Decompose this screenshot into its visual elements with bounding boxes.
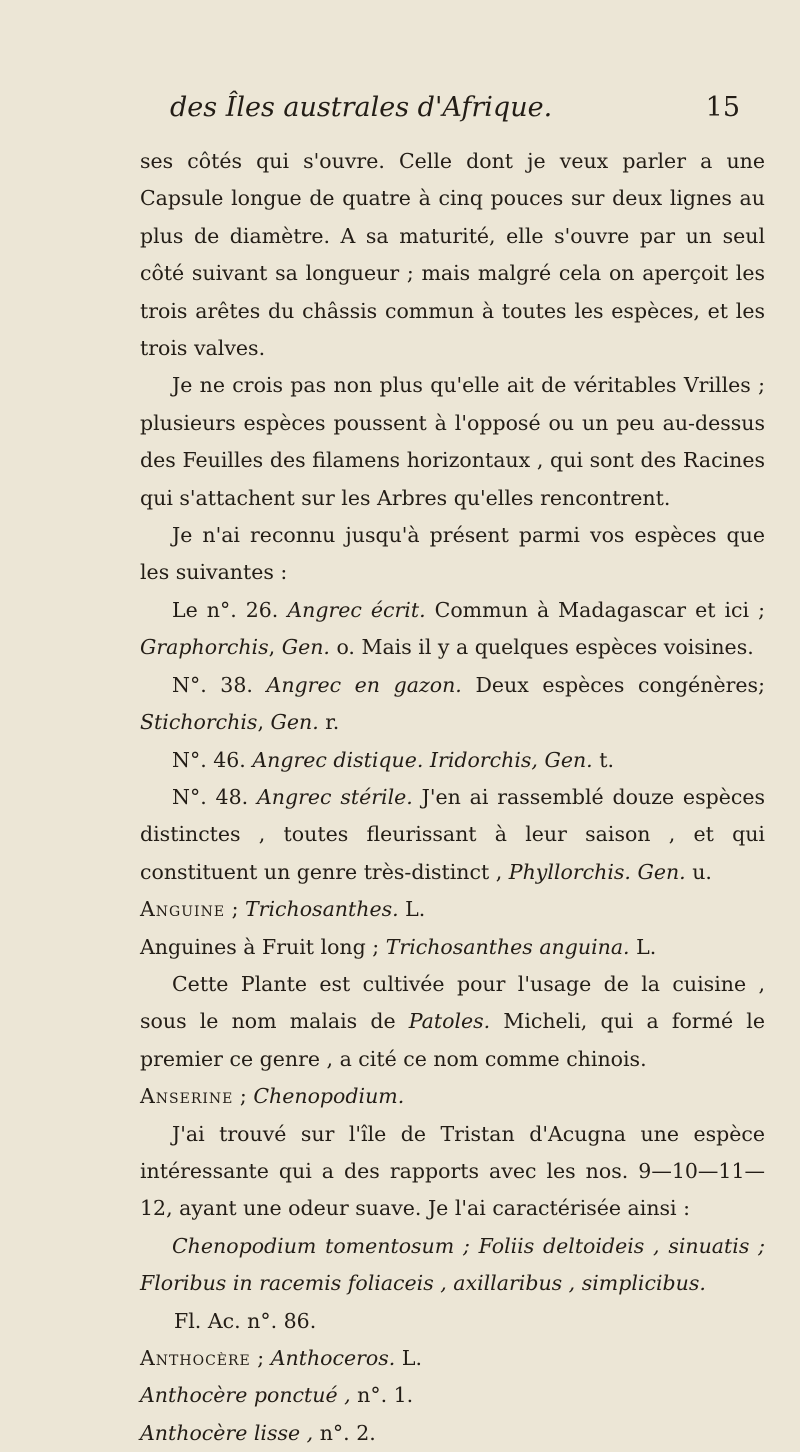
entry-rest: u. (692, 859, 712, 884)
author-abbrev: L. (401, 1346, 422, 1370)
latin-genus: Anthoceros. (270, 1346, 396, 1370)
genus-name: Phyllorchis. (508, 859, 631, 884)
entry-anguines (140, 929, 765, 966)
gen-abbrev: Gen. (544, 747, 593, 772)
species-name: Angrec en gazon. (266, 672, 462, 697)
species-name: Anthocère ponctué , (140, 1383, 351, 1408)
entry-rest: r. (325, 710, 340, 735)
author-abbrev: L. (405, 897, 426, 922)
species-name: Angrec écrit. (287, 597, 426, 622)
genus-heading: Anthocère (140, 1346, 251, 1370)
species-name: Anthocère lisse , (140, 1420, 314, 1445)
flora-reference: Fl. Ac. n°. 86. (174, 1308, 317, 1333)
entry-angrec-ecrit: Le n°. 26. Angrec écrit. Commun à Madagascar et ici ; Graphorchis, Gen. o. Mais il y a quelques espèces voisines. (140, 597, 765, 660)
paragraph-suivantes: Je n'ai reconnu jusqu'à présent parmi vos espèces que les suivantes : (140, 523, 765, 585)
paragraph-capsule: ses côtés qui s'ouvre. Celle dont je veux parler a une Capsule longue de quatre à cinq pouces sur deux lignes au plus de diamètre. A sa maturité, elle s'ouvre par un seul côté suivant sa longueur ; mais malgré cela on aperçoit les trois arêtes du châssis commun à toutes les espèces, et les trois valves. (140, 149, 765, 361)
genus-name: Graphorchis (140, 635, 269, 660)
entry-number: n°. 1. (357, 1383, 414, 1408)
paragraph-patoles: Cette Plante est cultivée pour l'usage de la cuisine , sous le nom malais de Patoles. Micheli, qui a formé le premier ce genre , a cité ce nom comme chinois. (140, 971, 765, 1071)
entry-anthocere-lisse (140, 1415, 765, 1452)
entry-number: N°. 46. (172, 747, 246, 772)
genus-heading: Anguine (140, 897, 226, 922)
entry-number: N°. 38. (172, 672, 253, 697)
entry-rest: t. (599, 747, 614, 772)
genus-heading: Anserine (140, 1084, 234, 1109)
latin-genus: Chenopodium. (253, 1084, 405, 1109)
genus-name: Iridorchis, (429, 747, 538, 772)
gen-abbrev: Gen. (637, 859, 686, 884)
entry-text: Deux espèces congénères; (475, 672, 765, 697)
page-header (170, 92, 740, 123)
latin-diagnosis: Chenopodium tomentosum ; Foliis deltoideis , sinuatis ; Floribus in racemis foliaceis , axillaribus , simplicibus. (140, 1233, 765, 1296)
body-text (140, 143, 765, 1452)
species-name: Angrec distique. (252, 747, 424, 772)
vernacular-name: Patoles. (408, 1009, 491, 1034)
entry-text: J'en ai rassemblé douze espèces distinctes , toutes fleurissant à leur saison , et qui constituent un genre très-distinct , (140, 784, 765, 884)
entry-rest: o. Mais il y a quelques espèces voisines. (336, 635, 754, 660)
heading-anthocere: Anthocère ; Anthoceros. L. (140, 1346, 422, 1370)
entry-number: N°. 48. (172, 784, 249, 809)
entry-text: Commun à Madagascar et ici ; (434, 597, 765, 622)
latin-genus: Trichosanthes. (245, 897, 399, 922)
entry-text: Anguines à Fruit long ; (140, 934, 380, 959)
entry-angrec-distique (140, 742, 765, 779)
author-abbrev: L. (636, 934, 657, 959)
genus-name: Stichorchis (140, 710, 258, 735)
running-title: des Îles australes d'Afrique. (170, 92, 553, 123)
paragraph-tristan: J'ai trouvé sur l'île de Tristan d'Acugna une espèce intéressante qui a des rapports avec les nos. 9—10—11—12, ayant une odeur suave. Je l'ai caractérisée ainsi : (140, 1121, 765, 1221)
gen-abbrev: Gen. (270, 710, 319, 735)
entry-anthocere-ponctue (140, 1377, 765, 1414)
heading-anserine: Anserine ; Chenopodium. (140, 1084, 405, 1109)
heading-anguine: Anguine ; Trichosanthes. L. (140, 897, 426, 922)
entry-number: Le n°. 26. (172, 597, 279, 622)
entry-angrec-gazon: N°. 38. Angrec en gazon. Deux espèces congénères; Stichorchis, Gen. r. (140, 672, 765, 735)
gen-abbrev: Gen. (281, 635, 330, 660)
latin-species: Trichosanthes anguina. (385, 934, 630, 959)
entry-number: n°. 2. (319, 1420, 376, 1445)
species-name: Angrec stérile. (256, 784, 413, 809)
entry-angrec-sterile (140, 779, 765, 891)
page-number: 15 (705, 92, 740, 123)
paragraph-vrilles: Je ne crois pas non plus qu'elle ait de véritables Vrilles ; plusieurs espèces poussent à l'opposé ou un peu au-dessus des Feuilles des filamens horizontaux , qui sont des Racines qui s'attachent sur les Arbres qu'elles rencontrent. (140, 373, 765, 510)
